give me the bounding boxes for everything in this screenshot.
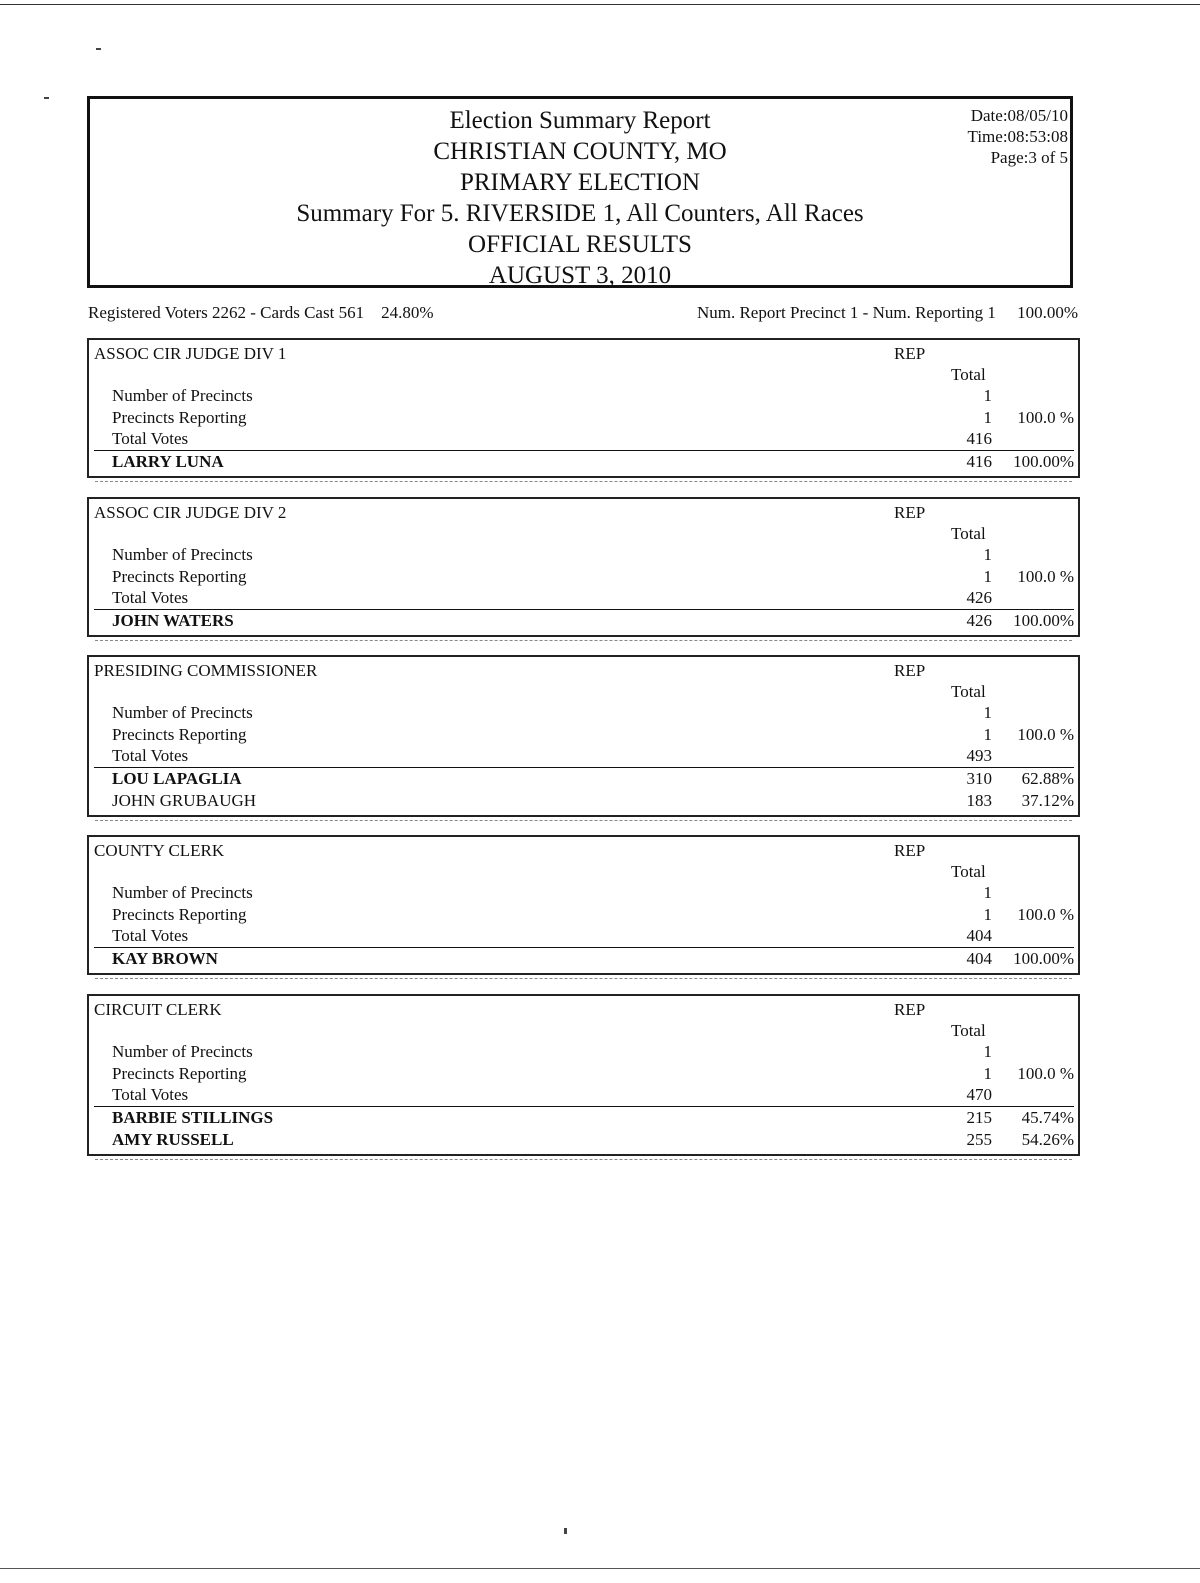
row-label: JOHN WATERS: [112, 611, 234, 630]
election-date: AUGUST 3, 2010: [488, 262, 672, 289]
total-column-header: Total: [951, 682, 986, 701]
total-column-header: Total: [951, 1021, 986, 1040]
row-label: Total Votes: [112, 746, 189, 765]
race-title: ASSOC CIR JUDGE DIV 1: [94, 344, 287, 363]
total-column-header: Total: [951, 862, 986, 881]
number-of-precincts-row: [89, 386, 1078, 408]
row-label: JOHN GRUBAUGH: [112, 791, 257, 810]
scan-top-rule: [0, 4, 1200, 5]
row-value: 416: [966, 429, 992, 448]
turnout-summary: [88, 303, 1078, 327]
page-number: Page:3 of 5: [990, 148, 1068, 167]
row-percent: 100.0 %: [1017, 567, 1074, 586]
row-value: 1: [983, 703, 992, 722]
row-percent: 54.26%: [1021, 1130, 1074, 1149]
election-name: PRIMARY ELECTION: [459, 169, 701, 196]
total-votes-rule: [94, 767, 1074, 768]
results-status: OFFICIAL RESULTS: [468, 231, 692, 258]
report-time: Time:08:53:08: [967, 127, 1068, 146]
scan-dashed-edge: [95, 640, 1072, 641]
number-of-precincts-row: [89, 703, 1078, 725]
row-value: 1: [983, 1042, 992, 1061]
total-votes-row: [89, 429, 1078, 451]
row-value: 470: [966, 1085, 992, 1104]
number-of-precincts-row: [89, 545, 1078, 567]
scan-bottom-rule: [0, 1568, 1200, 1569]
party-label: REP: [894, 661, 926, 680]
row-label: Precincts Reporting: [112, 905, 247, 924]
row-value: 310: [966, 769, 992, 788]
scan-dashed-edge: [95, 1159, 1072, 1160]
candidate-row: [89, 452, 1078, 474]
candidate-row: [89, 769, 1078, 791]
race-title: COUNTY CLERK: [94, 841, 225, 860]
row-label: Precincts Reporting: [112, 725, 247, 744]
row-value: 1: [983, 545, 992, 564]
precincts-reporting-row: [89, 1064, 1078, 1086]
report-date: Date:08/05/10: [970, 106, 1068, 125]
row-label: AMY RUSSELL: [112, 1130, 234, 1149]
candidate-row: [89, 949, 1078, 971]
row-label: Number of Precincts: [112, 1042, 253, 1061]
row-percent: 100.0 %: [1017, 905, 1074, 924]
precincts-reporting-row: [89, 567, 1078, 589]
total-votes-rule: [94, 947, 1074, 948]
total-votes-rule: [94, 1106, 1074, 1107]
scan-dashed-edge: [95, 481, 1072, 482]
total-votes-row: [89, 926, 1078, 948]
row-label: Total Votes: [112, 926, 189, 945]
precincts-reporting-row: [89, 725, 1078, 747]
scan-speck: [44, 97, 49, 99]
row-label: BARBIE STILLINGS: [112, 1108, 274, 1127]
report-meta: [968, 105, 1068, 168]
row-label: Total Votes: [112, 588, 189, 607]
summary-scope: Summary For 5. RIVERSIDE 1, All Counters, All Races: [296, 200, 864, 227]
row-percent: 62.88%: [1021, 769, 1074, 788]
row-value: 1: [983, 567, 992, 586]
race-box: [87, 338, 1080, 478]
race-box: [87, 497, 1080, 637]
row-value: 404: [966, 949, 992, 968]
race-title: CIRCUIT CLERK: [94, 1000, 222, 1019]
row-value: 1: [983, 1064, 992, 1083]
race-title: ASSOC CIR JUDGE DIV 2: [94, 503, 287, 522]
candidate-row: [89, 611, 1078, 633]
row-label: LOU LAPAGLIA: [112, 769, 242, 788]
registered-voters-summary: Registered Voters 2262 - Cards Cast 561 24.80%: [88, 303, 434, 322]
total-votes-row: [89, 588, 1078, 610]
row-value: 426: [966, 588, 992, 607]
scan-dashed-edge: [95, 820, 1072, 821]
race-box: [87, 655, 1080, 817]
row-label: Precincts Reporting: [112, 567, 247, 586]
total-votes-row: [89, 746, 1078, 768]
precinct-reporting-summary: Num. Report Precinct 1 - Num. Reporting 1 100.00%: [696, 303, 1078, 322]
report-title: Election Summary Report: [449, 107, 711, 134]
row-label: Precincts Reporting: [112, 408, 247, 427]
row-percent: 100.00%: [1013, 949, 1074, 968]
row-percent: 100.00%: [1013, 611, 1074, 630]
row-value: 493: [966, 746, 992, 765]
race-box: [87, 835, 1080, 975]
total-column-header: Total: [951, 524, 986, 543]
precincts-reporting-row: [89, 408, 1078, 430]
row-label: Number of Precincts: [112, 386, 253, 405]
report-title-block: [90, 105, 1070, 291]
scan-speck: [96, 48, 101, 50]
total-votes-row: [89, 1085, 1078, 1107]
number-of-precincts-row: [89, 1042, 1078, 1064]
row-label: Total Votes: [112, 429, 189, 448]
precincts-reporting-row: [89, 905, 1078, 927]
row-percent: 37.12%: [1021, 791, 1074, 810]
candidate-row: [89, 1108, 1078, 1130]
report-header: [87, 96, 1073, 288]
row-value: 255: [966, 1130, 992, 1149]
row-percent: 100.0 %: [1017, 1064, 1074, 1083]
row-percent: 100.0 %: [1017, 725, 1074, 744]
party-label: REP: [894, 1000, 926, 1019]
row-value: 1: [983, 408, 992, 427]
race-title: PRESIDING COMMISSIONER: [94, 661, 318, 680]
row-label: Number of Precincts: [112, 545, 253, 564]
party-label: REP: [894, 841, 926, 860]
party-label: REP: [894, 344, 926, 363]
number-of-precincts-row: [89, 883, 1078, 905]
row-label: KAY BROWN: [112, 949, 218, 968]
scan-dashed-edge: [95, 978, 1072, 979]
row-value: 1: [983, 725, 992, 744]
row-percent: 45.74%: [1021, 1108, 1074, 1127]
row-value: 183: [966, 791, 992, 810]
row-percent: 100.00%: [1013, 452, 1074, 471]
total-votes-rule: [94, 450, 1074, 451]
party-label: REP: [894, 503, 926, 522]
row-value: 1: [983, 905, 992, 924]
row-label: Number of Precincts: [112, 883, 253, 902]
candidate-row: [89, 791, 1078, 813]
county-name: CHRISTIAN COUNTY, MO: [433, 138, 727, 165]
row-label: Precincts Reporting: [112, 1064, 247, 1083]
row-label: LARRY LUNA: [112, 452, 224, 471]
race-box: [87, 994, 1080, 1156]
row-value: 1: [983, 386, 992, 405]
total-column-header: Total: [951, 365, 986, 384]
row-value: 215: [966, 1108, 992, 1127]
row-value: 426: [966, 611, 992, 630]
row-value: 404: [966, 926, 992, 945]
row-value: 416: [966, 452, 992, 471]
row-percent: 100.0 %: [1017, 408, 1074, 427]
row-label: Number of Precincts: [112, 703, 253, 722]
total-votes-rule: [94, 609, 1074, 610]
candidate-row: [89, 1130, 1078, 1152]
scan-speck: [564, 1528, 567, 1534]
row-value: 1: [983, 883, 992, 902]
row-label: Total Votes: [112, 1085, 189, 1104]
